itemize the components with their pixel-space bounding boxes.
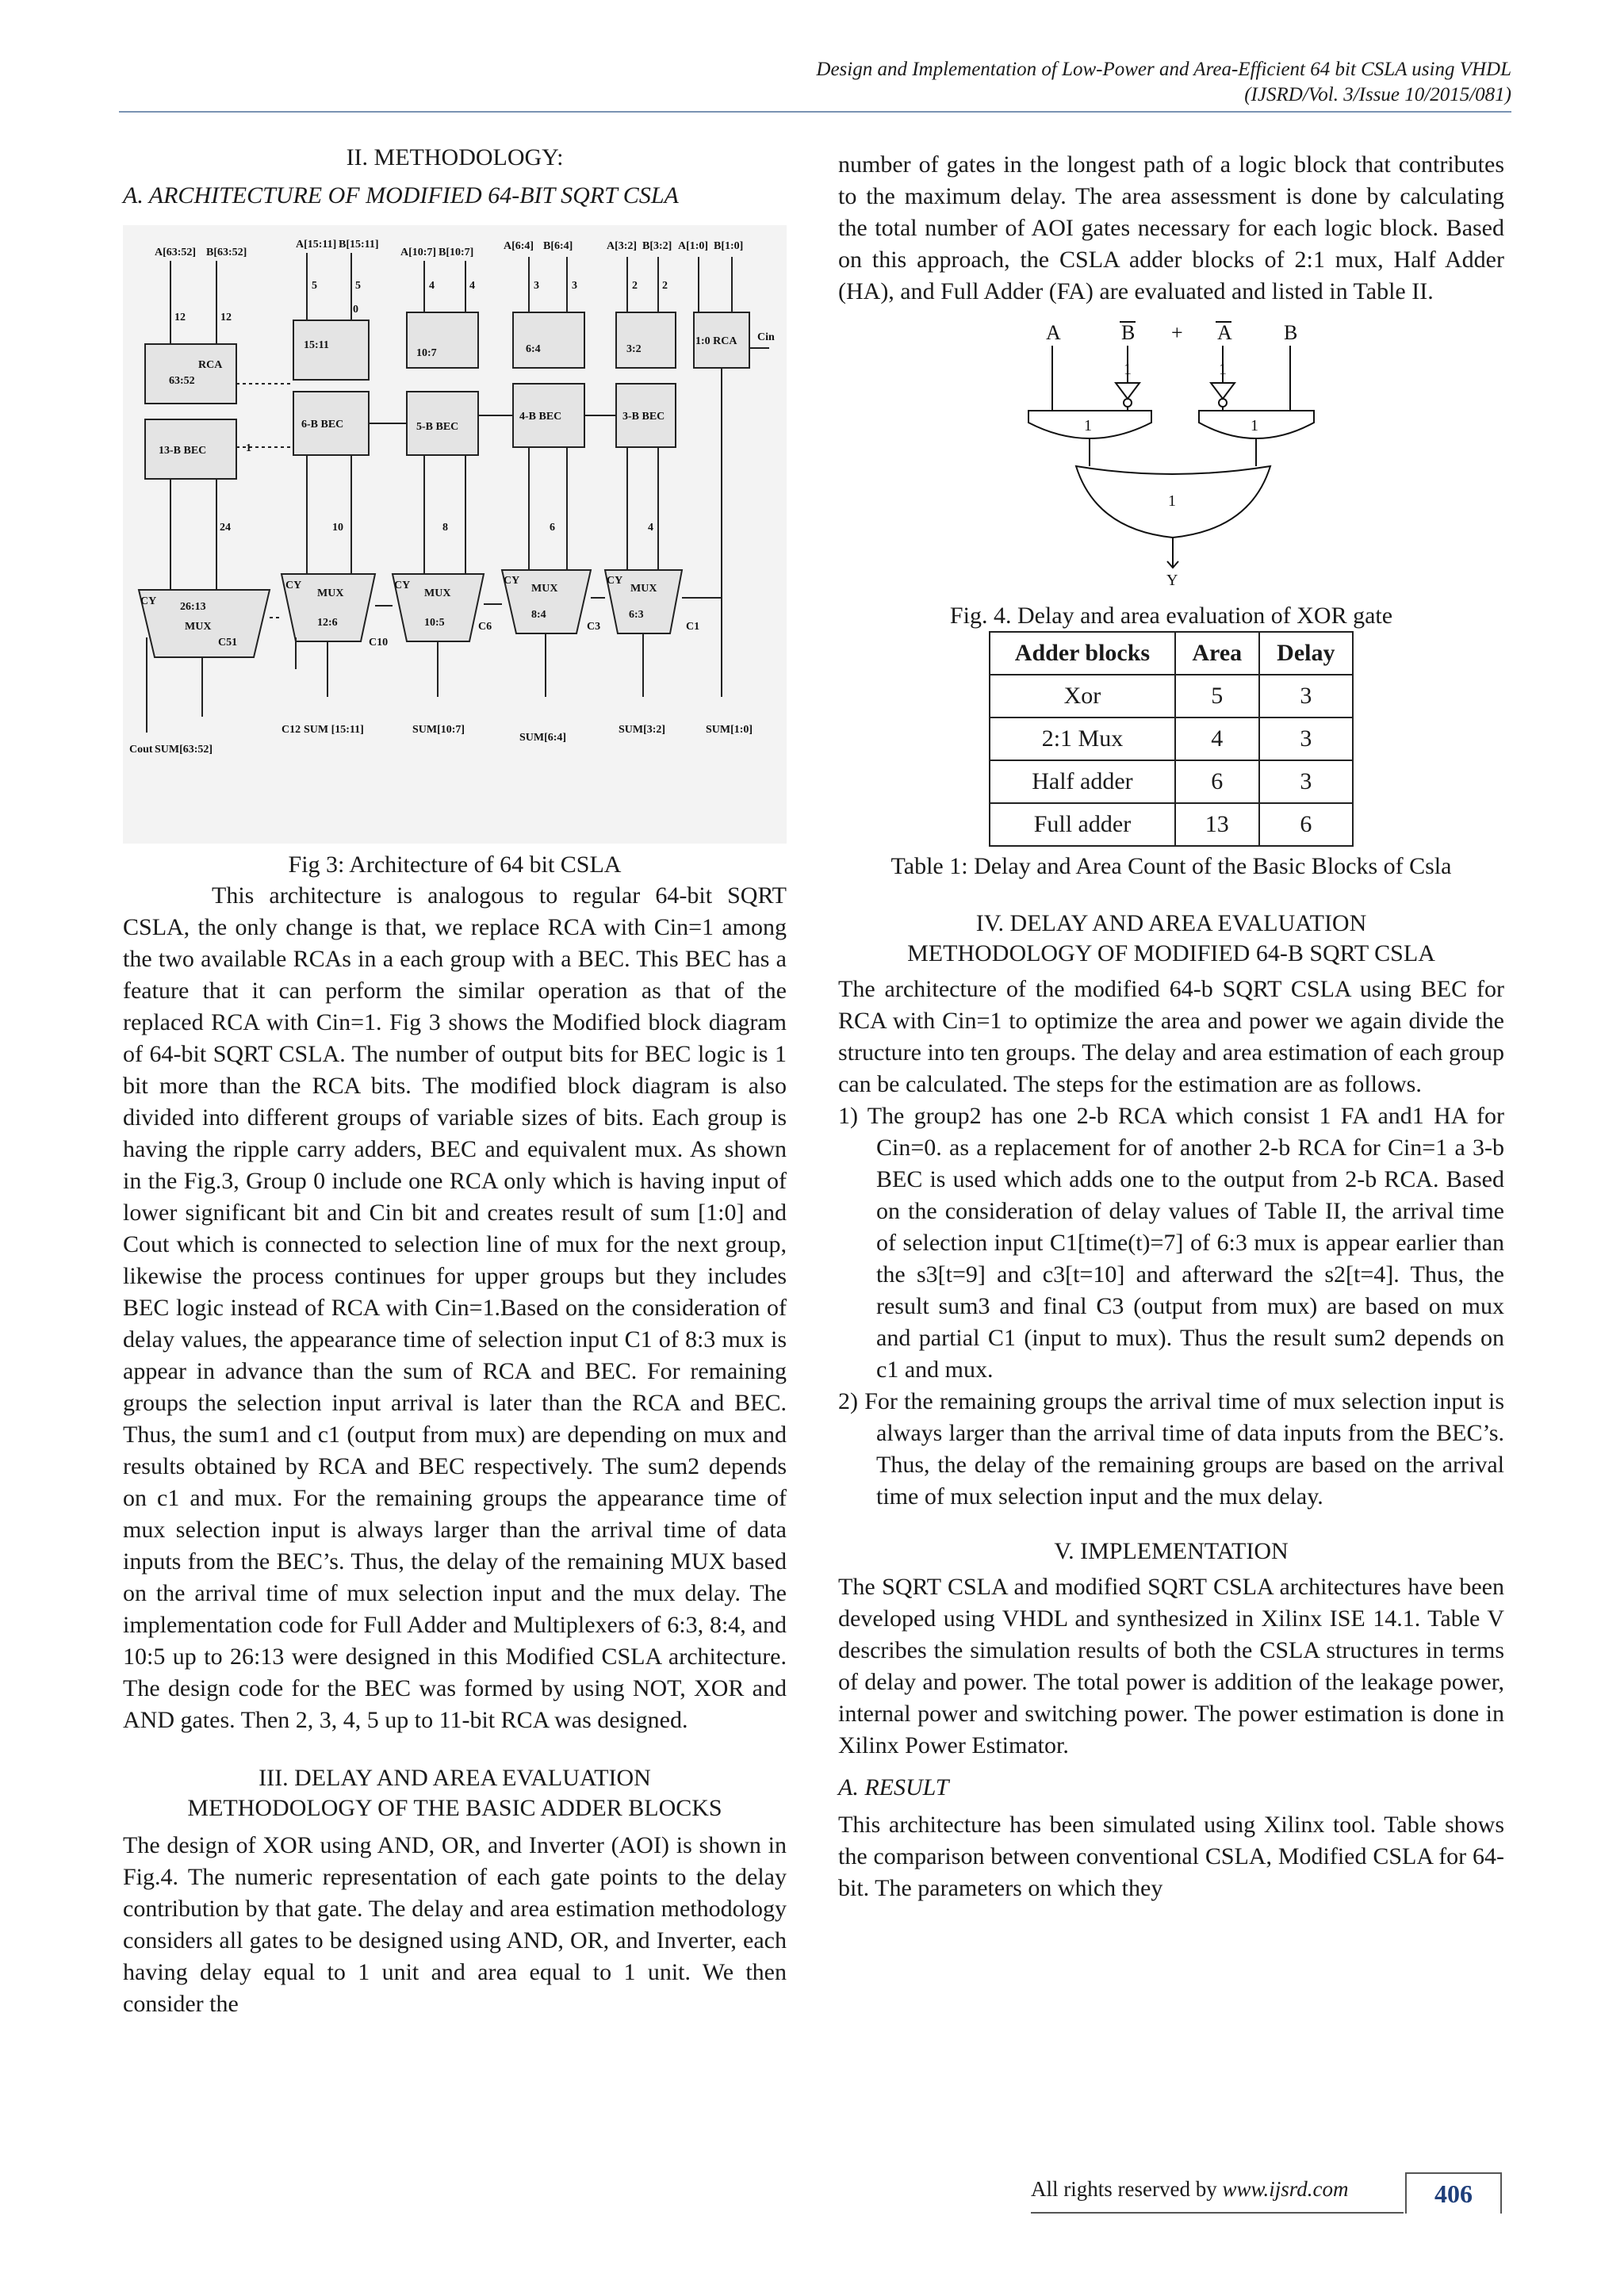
fig3-width-4b: 4: [469, 280, 475, 292]
fig3-input-a107: A[10:7]: [400, 247, 437, 258]
running-header-journal: (IJSRD/Vol. 3/Issue 10/2015/081): [1244, 84, 1511, 105]
fig3-rca-label-1: RCA: [198, 359, 223, 371]
fig4-label-b2: B: [1284, 321, 1298, 344]
fig3-input-a1511: A[15:11]: [296, 239, 337, 251]
fig4-gate-delay-4: 1: [1251, 417, 1258, 434]
fig3-input-a10: A[1:0]: [678, 240, 709, 252]
fig4-label-a1: A: [1046, 321, 1061, 344]
fig4-gate-delay-5: 1: [1168, 492, 1176, 510]
fig4-label-plus: +: [1171, 321, 1183, 344]
fig4-caption: Fig. 4. Delay and area evaluation of XOR gate: [949, 603, 1393, 629]
fig3-architecture-diagram: [123, 225, 787, 844]
fig3-width-0: 0: [353, 304, 358, 316]
left-column: [123, 143, 787, 2020]
fig3-bec-label-5: 5-B BEC: [416, 421, 459, 433]
fig4-gate-delay-2: 1: [1219, 361, 1227, 378]
table1-cell: 13: [1175, 803, 1259, 846]
fig3-input-a32: A[3:2]: [607, 240, 638, 252]
fig3-cy-5: CY: [607, 575, 623, 587]
fig3-input-b32: B[3:2]: [642, 240, 672, 252]
fig3-rca-range-10: 1:0 RCA: [695, 335, 737, 347]
fig3-input-b1511: B[15:11]: [339, 239, 379, 251]
header-rule: [119, 111, 1511, 113]
fig3-bec-label-3: 3-B BEC: [622, 411, 665, 423]
page-number: 406: [1405, 2172, 1502, 2214]
fig3-caption: Fig 3: Architecture of 64 bit CSLA: [288, 851, 622, 878]
table-row: [990, 718, 1353, 760]
fig3-rca-64: [513, 312, 584, 368]
table1-cell: 4: [1175, 718, 1259, 760]
fig3-width-4c: 4: [648, 522, 653, 534]
section-4-paragraph: The architecture of the modified 64-b SQRT CSLA using BEC for RCA with Cin=1 to optimize the area and power we again divide the structure into ten groups. The delay and area estimation of each group can be calculated. The steps for the estimation are as follows.: [838, 976, 1504, 1097]
fig3-mux-range-2613: 26:13: [180, 601, 206, 613]
section-2-paragraph: This architecture is analogous to regular 64-bit SQRT CSLA, the only change is that, we replace RCA with Cin=1 among the two available RCAs in a each group with a BEC. This BEC has a feature that it can perform the similar operation as that of the replaced RCA with Cin=1. Fig 3 shows the Modified block diagram of 64-bit SQRT CSLA. The number of output bits for BEC logic is 1 bit more than the RCA bits. The modified block diagram is also divided into different groups of variable sizes of bits. Each group is having the ripple carry adders, BEC and equivalent mux. As shown in the Fig.3, Group 0 include one RCA only which is having input of lower significant bit and Cin bit and creates result of sum [1:0] and Cout which is connected to selection line of mux for the next group, likewise the process continues for upper groups but they includes BEC logic instead of RCA with Cin=1.Based on the consideration of delay values, the appearance time of selection input C1 of 8:3 mux is appear in advance than the sum of RCA and BEC. For remaining groups the selection input arrival is later than the RCA and BEC. Thus, the sum1 and c1 (output from mux) are depending on mux and results obtained by RCA and BEC respectively. The sum2 depends on c1 and mux. For the remaining groups the appearance time of mux selection input is always larger than the arrival time of data inputs from the BEC’s. Thus, the delay of the remaining MUX based on the arrival time of mux selection input and the mux delay. The implementation code for Full Adder and Multiplexers of 6:3, 8:4, and 10:5 up to 26:13 were designed in this Modified CSLA architecture. The design code for the BEC was formed by using NOT, XOR and AND gates. Then 2, 3, 4, 5 up to 11-bit RCA was designed.: [123, 882, 787, 1733]
table1-header-row: [990, 632, 1353, 675]
fig3-input-a64: A[6:4]: [504, 240, 534, 252]
fig3-width-12b: 12: [220, 312, 232, 323]
right-column: [838, 149, 1504, 1904]
fig3-width-2b: 2: [662, 280, 668, 292]
section-3-heading-line1: III. DELAY AND AREA EVALUATION: [259, 1765, 651, 1791]
footer-site-link[interactable]: www.ijsrd.com: [1222, 2177, 1349, 2201]
fig3-input-b107: B[10:7]: [439, 247, 474, 258]
fig3-sum-1511: SUM [15:11]: [304, 724, 364, 736]
fig3-sum-107: SUM[10:7]: [412, 724, 465, 736]
section-4-heading-line1: IV. DELAY AND AREA EVALUATION: [975, 910, 1367, 936]
fig3-cy-3: CY: [394, 580, 411, 591]
result-paragraph: This architecture has been simulated using Xilinx tool. Table shows the comparison between conventional CSLA, Modified CSLA for 64-bit. The parameters on which they: [838, 1812, 1504, 1901]
fig3-rca-32: [616, 312, 676, 368]
fig3-rca-range-6352: 63:52: [169, 375, 195, 387]
fig3-width-2a: 2: [632, 280, 638, 292]
fig3-sum-10: SUM[1:0]: [706, 724, 753, 736]
fig3-cy-4: CY: [504, 575, 520, 587]
footer-rule: [1031, 2212, 1404, 2214]
fig3-cy-1: CY: [140, 595, 157, 607]
fig3-input-a6352: A[63:52]: [155, 247, 197, 258]
fig3-carry-c3: C3: [587, 621, 601, 633]
table1-cell: 3: [1259, 675, 1353, 718]
running-header-title: Design and Implementation of Low-Power and Area-Efficient 64 bit CSLA using VHDL: [816, 59, 1511, 80]
fig3-rca-range-32: 3:2: [626, 343, 642, 355]
table1-cell: 6: [1175, 760, 1259, 803]
fig4-label-b1: B: [1121, 321, 1136, 344]
section-5-paragraph: The SQRT CSLA and modified SQRT CSLA architectures have been developed using VHDL and synthesized in Xilinx ISE 14.1. Table V describes the simulation results of both the CSLA structures in terms of delay and power. The total power is addition of the leakage power, internal power and switching power. The power estimation is done in Xilinx Power Estimator.: [838, 1574, 1504, 1758]
fig3-mux-label-2: MUX: [317, 587, 344, 599]
table1-cell: 2:1 Mux: [990, 718, 1175, 760]
fig3-mux-range-63: 6:3: [629, 609, 644, 621]
list-item: 2) For the remaining groups the arrival time of mux selection input is always larger than the arrival time of data inputs from the BEC’s. Thus, the delay of the remaining groups are based on the arrival time of mux selection input and the mux delay.: [838, 1388, 1504, 1510]
fig4-gate-delay-1: 1: [1124, 361, 1132, 378]
fig3-input-b64: B[6:4]: [543, 240, 573, 252]
fig3-width-1: 1: [246, 442, 251, 454]
fig4-label-y: Y: [1166, 572, 1178, 589]
fig3-mux-range-105: 10:5: [424, 617, 445, 629]
fig3-cout: Cout: [129, 744, 153, 756]
fig3-rca-107: [407, 312, 478, 368]
fig3-bec-label-6: 6-B BEC: [301, 419, 344, 430]
table1-caption: Table 1: Delay and Area Count of the Basic Blocks of Csla: [891, 853, 1452, 879]
fig3-width-5a: 5: [312, 280, 317, 292]
fig3-mux-label-3: MUX: [424, 587, 451, 599]
table1-header-adder-blocks: Adder blocks: [990, 632, 1175, 675]
fig3-width-24: 24: [220, 522, 231, 534]
fig3-sum-32: SUM[3:2]: [619, 724, 666, 736]
table1-cell: 3: [1259, 760, 1353, 803]
table1-cell: 3: [1259, 718, 1353, 760]
fig3-width-3a: 3: [534, 280, 539, 292]
fig3-mux-label-5: MUX: [630, 583, 657, 595]
table1-cell: Xor: [990, 675, 1175, 718]
table1-header-delay: Delay: [1259, 632, 1353, 675]
fig3-rca-6352: [145, 344, 236, 404]
fig3-width-10: 10: [332, 522, 343, 534]
fig3-input-b6352: B[63:52]: [206, 247, 247, 258]
list-item: 1) The group2 has one 2-b RCA which consist 1 FA and1 HA for Cin=0. as a replacement for of another 2-b RCA for Cin=1 a 3-b BEC is used which adds one to the output from 2-b RCA. Based on the consideration of delay values of Table II, the arrival time of selection input C1[time(t)=7] of 6:3 mux is appear earlier than the s3[t=9] and c3[t=10] and afterward the s2[t=4]. Thus, the result sum3 and final C3 (output from mux) are based on mux and partial C1 (input to mux). Thus the result sum2 depends on c1 and mux.: [838, 1103, 1504, 1383]
fig3-carry-c1: C1: [686, 621, 700, 633]
table1-cell: Full adder: [990, 803, 1175, 846]
table-row: [990, 675, 1353, 718]
section-4-heading-line2: METHODOLOGY OF MODIFIED 64-B SQRT CSLA: [907, 940, 1435, 966]
fig3-rca-range-1511: 15:11: [304, 339, 329, 351]
fig3-width-6: 6: [550, 522, 555, 534]
fig4-xor-diagram: [838, 316, 1504, 593]
table1-header-area: Area: [1175, 632, 1259, 675]
fig3-mux-range-126: 12:6: [317, 617, 338, 629]
fig3-sum-64: SUM[6:4]: [519, 732, 567, 744]
fig3-bec-label-13: 13-B BEC: [159, 445, 207, 457]
footer-rights-text: All rights reserved by: [1031, 2177, 1217, 2201]
fig3-width-12a: 12: [174, 312, 186, 323]
table1-cell: 6: [1259, 803, 1353, 846]
section-3-paragraph-continued: number of gates in the longest path of a logic block that contributes to the maximum delay. The area assessment is done by calculating the total number of AOI gates necessary for each logic block. Based on this approach, the CSLA adder blocks of 2:1 mux, Half Adder (HA), and Full Adder (FA) are evaluated and listed in Table II.: [838, 151, 1504, 304]
table1: [989, 631, 1354, 847]
table-row: [990, 760, 1353, 803]
fig3-bec-label-4: 4-B BEC: [519, 411, 562, 423]
section-5-heading: V. IMPLEMENTATION: [1054, 1538, 1289, 1564]
table1-cell: Half adder: [990, 760, 1175, 803]
fig4-gate-delay-3: 1: [1084, 417, 1092, 434]
section-3-heading-line2: METHODOLOGY OF THE BASIC ADDER BLOCKS: [187, 1795, 722, 1821]
section-4-list: [838, 1100, 1504, 1513]
fig3-width-8: 8: [442, 522, 448, 534]
fig3-width-3b: 3: [572, 280, 577, 292]
table1-cell: 5: [1175, 675, 1259, 718]
fig3-mux-range-84: 8:4: [531, 609, 546, 621]
fig3-mux-label-1: MUX: [185, 621, 212, 633]
fig3-carry-c10: C10: [369, 637, 389, 649]
fig3-sum-6352: SUM[63:52]: [155, 744, 213, 756]
fig3-carry-c12: C12: [282, 724, 301, 736]
fig3-input-b10: B[1:0]: [714, 240, 744, 252]
section-2-heading: II. METHODOLOGY:: [346, 144, 564, 170]
fig3-carry-c6: C6: [478, 621, 492, 633]
fig3-cy-2: CY: [285, 580, 302, 591]
section-5a-heading: A. RESULT: [838, 1774, 949, 1800]
fig3-cin: Cin: [757, 331, 775, 343]
fig3-width-5b: 5: [355, 280, 361, 292]
fig3-width-4a: 4: [429, 280, 435, 292]
footer-rights: [1031, 2177, 1348, 2202]
fig3-carry-c51: C51: [218, 637, 238, 649]
fig3-rca-range-107: 10:7: [416, 347, 437, 359]
fig4-label-a2: A: [1217, 321, 1232, 344]
table-row: [990, 803, 1353, 846]
section-3-paragraph: The design of XOR using AND, OR, and Inverter (AOI) is shown in Fig.4. The numeric representation of each gate points to the delay contribution by that gate. The delay and area estimation methodology considers all gates to be designed using AND, OR, and Inverter, each having delay equal to 1 unit and area equal to 1 unit. We then consider the: [123, 1832, 787, 2017]
section-2a-heading: A. ARCHITECTURE OF MODIFIED 64-BIT SQRT CSLA: [123, 182, 679, 209]
fig3-rca-range-64: 6:4: [526, 343, 541, 355]
fig3-mux-label-4: MUX: [531, 583, 558, 595]
